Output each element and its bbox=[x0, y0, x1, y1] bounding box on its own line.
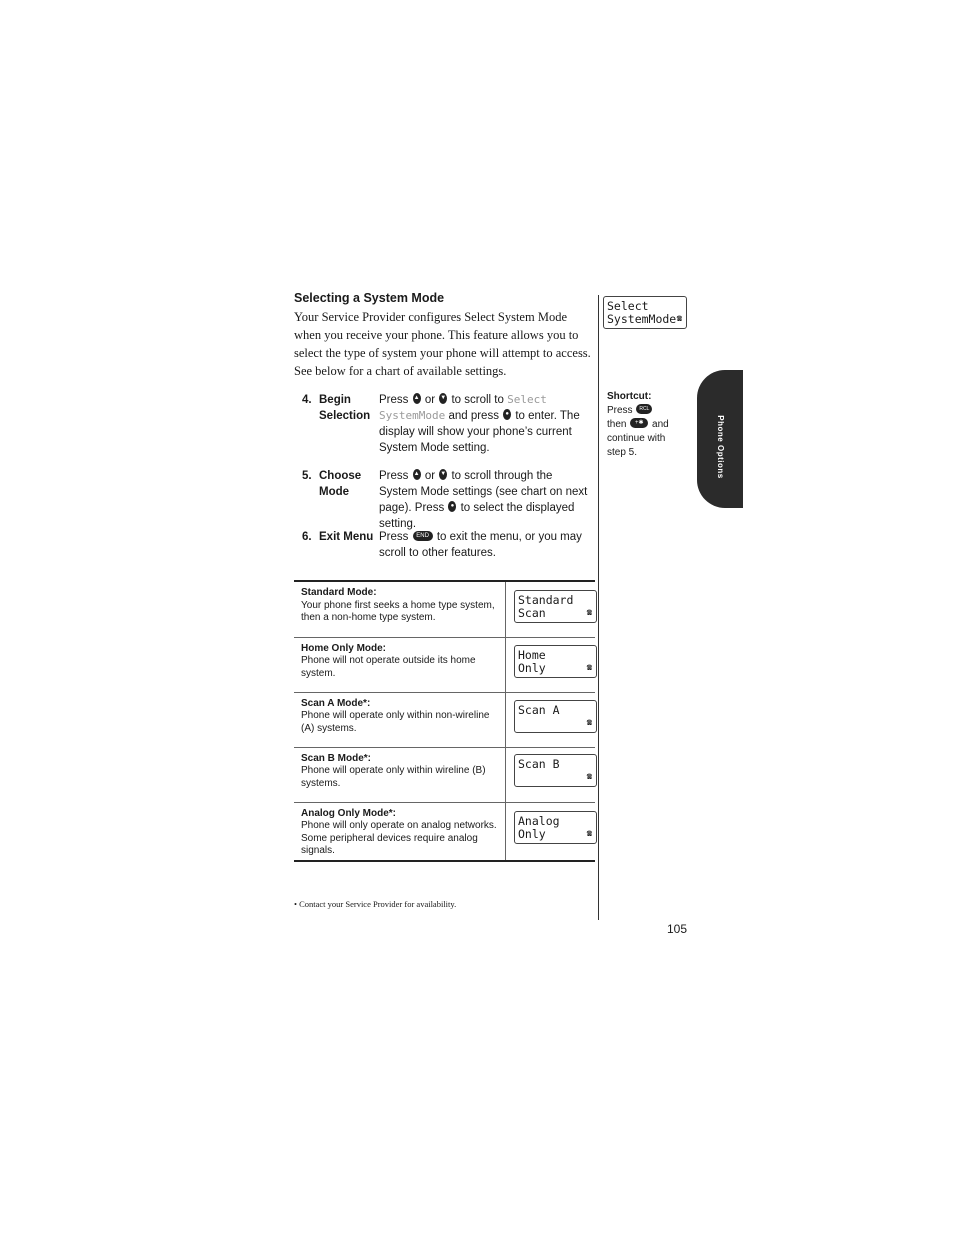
step-number: 5. bbox=[302, 470, 312, 482]
mode-name: Scan A Mode*: bbox=[301, 697, 371, 709]
footnote: • Contact your Service Provider for availability. bbox=[294, 899, 457, 909]
end-key-icon: END bbox=[413, 531, 433, 541]
mode-description: Phone will not operate outside its home system. bbox=[301, 655, 476, 679]
table-row bbox=[294, 581, 595, 637]
table-row bbox=[294, 692, 595, 747]
lcd-display: Standard Scan ☎ bbox=[514, 590, 597, 623]
scroll-down-key-icon: ▼ bbox=[439, 393, 447, 404]
section-tab-label: Phone Options bbox=[716, 415, 725, 479]
step-description: Press ▲ or ▼ to scroll to Select SystemMode and press ● to enter. The display will show your phone’s current System Mode setting. bbox=[379, 393, 580, 454]
shortcut-note: Shortcut: Press RCL then +✱ and continue with step 5. bbox=[607, 390, 687, 460]
mode-description: Phone will only operate on analog networks. Some peripheral devices require analog signals. bbox=[301, 820, 497, 856]
mode-description: Your phone first seeks a home type system, then a non-home type system. bbox=[301, 599, 495, 623]
phone-icon: ☎ bbox=[586, 717, 592, 728]
phone-icon: ☎ bbox=[586, 828, 592, 839]
section-tab bbox=[697, 370, 743, 508]
select-key-icon: ● bbox=[503, 409, 511, 420]
step-title: Exit Menu bbox=[319, 531, 374, 543]
phone-icon: ☎ bbox=[676, 314, 682, 324]
page-number: 105 bbox=[667, 922, 688, 936]
phone-icon: ☎ bbox=[586, 662, 592, 673]
mode-description: Phone will operate only within wireline (B) systems. bbox=[301, 765, 486, 789]
mode-name: Analog Only Mode*: bbox=[301, 807, 396, 819]
lcd-display: Scan A ☎ bbox=[514, 700, 597, 733]
lcd-display: Home Only ☎ bbox=[514, 645, 597, 678]
sidebar-lcd-display: Select SystemMode ☎ bbox=[603, 296, 687, 329]
scroll-down-key-icon: ▼ bbox=[439, 469, 447, 480]
table-row bbox=[294, 747, 595, 802]
scroll-up-key-icon: ▲ bbox=[413, 393, 421, 404]
column-divider bbox=[598, 295, 599, 920]
mode-name: Home Only Mode: bbox=[301, 642, 387, 654]
plus-star-key-icon: +✱ bbox=[630, 418, 648, 428]
step-exit-menu bbox=[302, 529, 594, 565]
phone-icon: ☎ bbox=[586, 771, 592, 782]
lcd-display: Scan B ☎ bbox=[514, 754, 597, 787]
section-heading: Selecting a System Mode bbox=[294, 291, 445, 305]
rcl-key-icon: RCL bbox=[636, 404, 652, 414]
system-mode-table bbox=[294, 580, 595, 862]
intro-paragraph: Your Service Provider configures Select System Mode when you receive your phone. This feature allows you to select the type of system your phone will attempt to access. See below for a chart of available settings. bbox=[294, 310, 591, 378]
mode-name: Standard Mode: bbox=[301, 587, 377, 598]
step-number: 6. bbox=[302, 531, 312, 543]
lcd-text-select-systemmode: Select SystemMode bbox=[379, 393, 547, 422]
step-description: Press ▲ or ▼ to scroll through the System Mode settings (see chart on next page). Press ● to select the displayed setting. bbox=[379, 470, 588, 530]
mode-description: Phone will operate only within non-wireline (A) systems. bbox=[301, 710, 490, 734]
shortcut-label: Shortcut: bbox=[607, 391, 652, 402]
table-row bbox=[294, 637, 595, 692]
step-title: Choose Mode bbox=[319, 470, 362, 498]
step-description: Press END to exit the menu, or you may scroll to other features. bbox=[379, 531, 582, 559]
step-choose-mode bbox=[302, 468, 594, 530]
mode-name: Scan B Mode*: bbox=[301, 752, 372, 764]
phone-icon: ☎ bbox=[586, 608, 592, 618]
scroll-up-key-icon: ▲ bbox=[413, 469, 421, 480]
step-title: Begin Selection bbox=[319, 394, 371, 422]
step-number: 4. bbox=[302, 394, 312, 406]
lcd-display: Analog Only ☎ bbox=[514, 811, 597, 844]
table-row bbox=[294, 802, 595, 861]
step-begin-selection bbox=[302, 392, 594, 462]
select-key-icon: ● bbox=[448, 501, 456, 512]
